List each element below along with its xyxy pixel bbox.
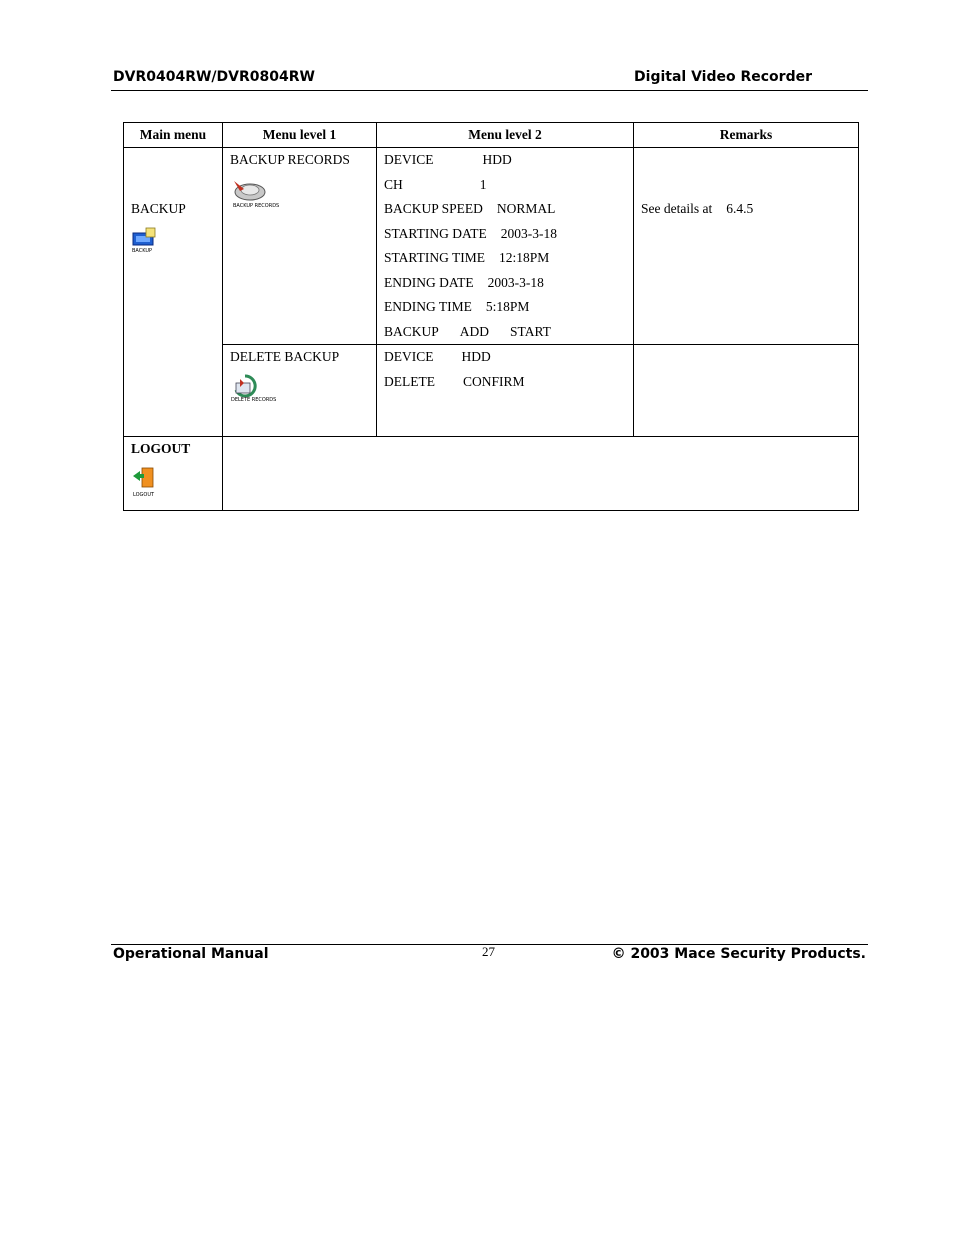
delete-backup-icon — [230, 374, 376, 408]
delete-backup-label: DELETE BACKUP — [230, 349, 340, 364]
list-item: ENDING DATE 2003-3-18 — [384, 274, 544, 290]
list-item: DEVICE HDD — [384, 152, 512, 167]
list-item: STARTING TIME 12:18PM — [384, 250, 550, 265]
main-menu-logout-cell — [124, 437, 223, 511]
logout-icon-caption: LOGOUT — [133, 491, 155, 498]
menu-table — [123, 122, 859, 511]
table-row-backup-records — [124, 148, 859, 345]
footer-copyright: © 2003 Mace Security Products. — [611, 946, 866, 962]
main-menu-backup-label: BACKUP — [131, 201, 186, 216]
col-header-remarks: Remarks — [634, 123, 859, 148]
col-header-menu-level-2: Menu level 2 — [377, 123, 634, 148]
backup-records-icon-caption: BACKUP RECORDS — [233, 202, 280, 209]
delete-backup-icon-caption: DELETE RECORDS — [231, 396, 277, 403]
list-item: ENDING TIME 5:18PM — [384, 299, 530, 314]
menu-level-1-delete-backup — [223, 345, 377, 437]
table-row-logout — [124, 437, 859, 511]
list-item: BACKUP SPEED NORMAL — [384, 201, 556, 216]
menu-level-2-delete-backup — [377, 345, 634, 437]
menu-level-1-backup-records — [223, 148, 377, 345]
table-row-delete-backup — [124, 345, 859, 437]
backup-icon-caption: BACKUP — [132, 247, 153, 254]
remarks-ref: 6.4.5 — [726, 201, 754, 216]
col-header-main-menu: Main menu — [124, 123, 223, 148]
remarks-delete-backup — [634, 345, 859, 437]
list-item: STARTING DATE 2003-3-18 — [384, 225, 557, 241]
header-rule — [111, 90, 868, 91]
backup-icon — [131, 226, 222, 258]
logout-icon — [131, 466, 222, 502]
header-model: DVR0404RW/DVR0804RW — [113, 69, 315, 85]
backup-records-icon — [230, 177, 376, 217]
footer-manual: Operational Manual — [113, 946, 269, 962]
header-title: Digital Video Recorder — [634, 69, 812, 85]
table-header-row — [124, 123, 859, 148]
menu-level-2-backup-records — [377, 148, 634, 345]
main-menu-logout-label: LOGOUT — [131, 441, 191, 456]
col-header-menu-level-1: Menu level 1 — [223, 123, 377, 148]
remarks-backup-records — [634, 148, 859, 345]
remarks-text: See details at 6.4.5 — [641, 201, 754, 216]
list-item: DELETE CONFIRM — [384, 373, 525, 389]
main-menu-backup-cell — [124, 148, 223, 437]
list-item: CH 1 — [384, 176, 487, 192]
page-number: 27 — [482, 944, 495, 959]
list-item: BACKUP ADD START — [384, 323, 551, 339]
list-item: DEVICE HDD — [384, 349, 491, 364]
backup-records-label: BACKUP RECORDS — [230, 152, 350, 167]
logout-empty-cell — [223, 437, 859, 511]
